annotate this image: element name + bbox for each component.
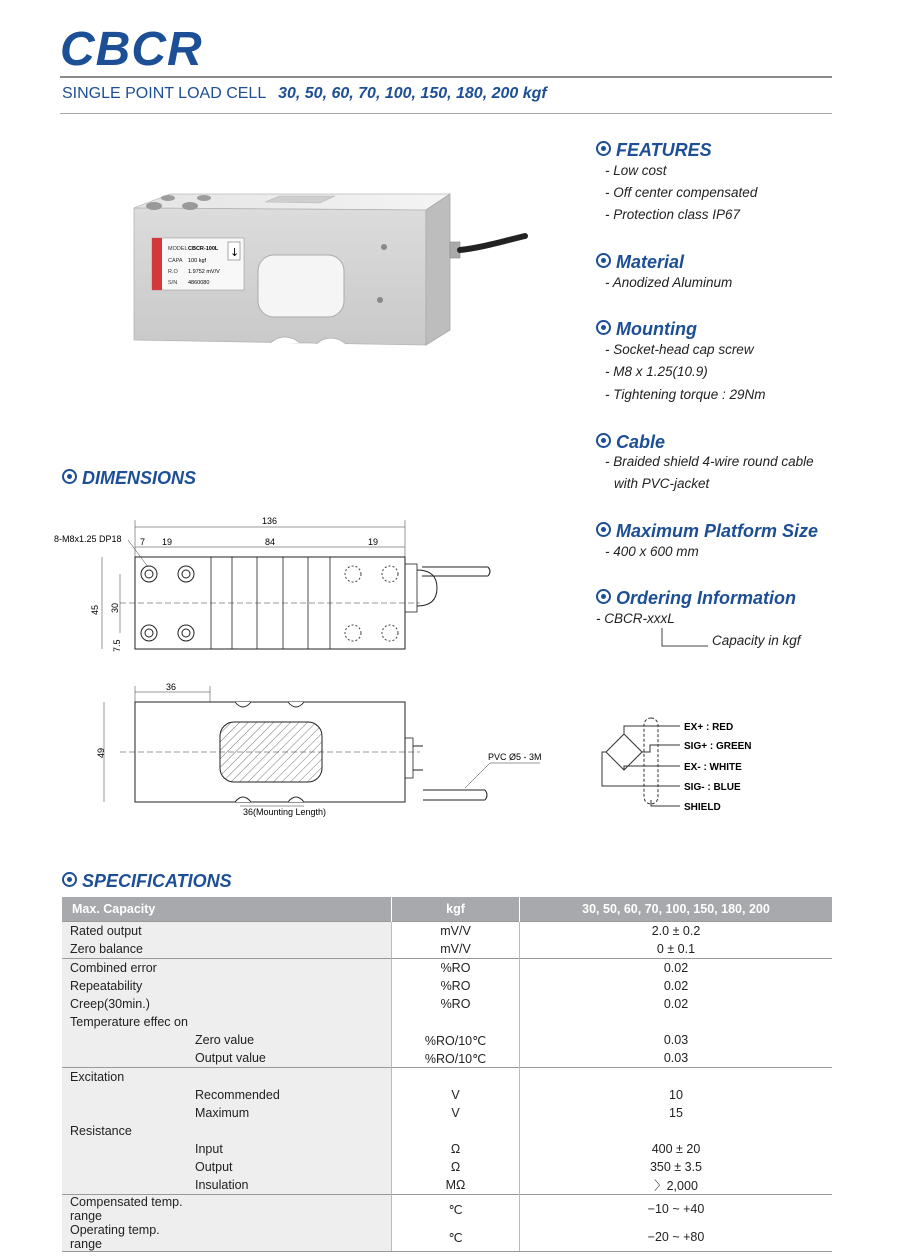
table-cell: Output value — [195, 1049, 392, 1068]
features-heading — [596, 140, 712, 161]
side-view-drawing — [80, 678, 550, 828]
ordering-code: - CBCR-xxxL — [596, 611, 675, 626]
table-cell — [62, 1086, 195, 1104]
table-row — [62, 922, 832, 941]
material-item: - Anodized Aluminum — [605, 275, 733, 290]
table-cell — [62, 1049, 195, 1068]
table-cell: 400 ± 20 — [651, 1142, 701, 1156]
dim-19b: 19 — [368, 537, 379, 547]
table-cell: Ω — [392, 1140, 520, 1158]
ordering-leader-line — [660, 626, 710, 650]
table-cell: Rated output — [62, 922, 195, 941]
cable-item: - Braided shield 4-wire round cable — [605, 454, 814, 469]
top-view-drawing — [50, 512, 510, 662]
table-cell — [520, 1122, 833, 1140]
table-row — [62, 1013, 832, 1031]
table-cell: Resistance — [62, 1122, 195, 1140]
table-row — [62, 1031, 832, 1049]
table-cell — [195, 977, 392, 995]
ordering-heading — [596, 588, 796, 609]
svg-text:MODEL: MODEL — [168, 246, 188, 252]
table-cell — [392, 1013, 520, 1031]
wire-shield: SHIELD — [684, 802, 721, 813]
feature-item: - Off center compensated — [605, 185, 758, 200]
table-body — [62, 922, 832, 1252]
page-title: CBCR — [60, 23, 203, 76]
table-cell: 15 — [669, 1106, 683, 1120]
table-header-values: 30, 50, 60, 70, 100, 150, 180, 200 — [520, 897, 833, 922]
table-cell: Ω — [392, 1158, 520, 1176]
table-cell: Recommended — [195, 1086, 392, 1104]
table-row — [62, 1049, 832, 1068]
table-cell — [62, 1176, 195, 1195]
svg-text:R.O: R.O — [168, 269, 178, 275]
table-cell: %RO — [392, 995, 520, 1013]
mounting-item: - Socket-head cap screw — [605, 342, 754, 357]
page-subtitle — [62, 85, 547, 103]
feature-item: - Protection class IP67 — [605, 207, 741, 222]
dim-19a: 19 — [162, 537, 173, 547]
table-cell: %RO — [392, 959, 520, 978]
mounting-title: Mounting — [616, 319, 697, 339]
table-cell: Excitation — [62, 1068, 195, 1087]
cable-heading — [596, 432, 665, 453]
load-cell-photo — [130, 190, 530, 360]
specifications-title: SPECIFICATIONS — [82, 871, 232, 891]
cable-title: Cable — [616, 432, 666, 452]
table-cell — [62, 1104, 195, 1122]
header-divider — [60, 76, 832, 78]
table-cell: 0.03 — [663, 1033, 689, 1047]
svg-text:↓: ↓ — [230, 246, 240, 259]
table-row — [62, 940, 832, 959]
wiring-diagram — [594, 710, 774, 820]
wire-ex-plus: EX+ : RED — [684, 722, 734, 733]
table-cell: 350 ± 3.5 — [649, 1160, 703, 1174]
table-cell: Repeatability — [62, 977, 195, 995]
specifications-table — [62, 897, 832, 1252]
subtitle-prefix: SINGLE POINT LOAD CELL — [62, 85, 266, 102]
platform-title: Maximum Platform Size — [616, 521, 819, 541]
table-cell — [195, 1195, 392, 1224]
table-cell: Temperature effec on — [62, 1013, 195, 1031]
table-row — [62, 977, 832, 995]
table-cell: 0.02 — [663, 997, 689, 1011]
bullet-icon — [596, 253, 611, 268]
table-cell: 0 ± 0.1 — [656, 942, 696, 956]
table-header-unit: kgf — [392, 897, 520, 922]
subtitle-capacities: 30, 50, 60, 70, 100, 150, 180, 200 kgf — [278, 85, 547, 102]
mounting-heading — [596, 319, 697, 340]
table-cell: ℃ — [392, 1195, 520, 1224]
table-header-capacity: Max. Capacity — [62, 897, 392, 922]
dim-cable: PVC Ø5 - 3M — [488, 752, 542, 762]
table-cell: Maximum — [195, 1104, 392, 1122]
table-cell: Creep(30min.) — [62, 995, 195, 1013]
table-cell — [520, 1013, 833, 1031]
wire-sig-plus: SIG+ : GREEN — [684, 741, 752, 752]
table-cell: 0.02 — [663, 979, 689, 993]
material-title: Material — [616, 252, 685, 272]
mounting-item: - Tightening torque : 29Nm — [605, 387, 766, 402]
table-cell — [195, 1122, 392, 1140]
table-cell: %RO — [392, 977, 520, 995]
table-cell — [195, 995, 392, 1013]
table-cell: −20 ~ +80 — [520, 1223, 833, 1252]
table-cell: %RO/10℃ — [392, 1049, 520, 1068]
table-cell: Operating temp. range — [62, 1223, 195, 1252]
svg-text:S/N: S/N — [168, 280, 178, 286]
bullet-icon — [62, 469, 77, 484]
mounting-item: - M8 x 1.25(10.9) — [605, 364, 708, 379]
table-cell — [195, 1223, 392, 1252]
table-row — [62, 1104, 832, 1122]
table-cell: Insulation — [195, 1176, 392, 1195]
dimensions-title: DIMENSIONS — [82, 468, 197, 488]
table-cell — [195, 959, 392, 978]
dim-36: 36 — [166, 682, 177, 692]
bullet-icon — [596, 141, 611, 156]
table-cell: 0.02 — [520, 959, 833, 978]
table-cell: mV/V — [392, 940, 520, 959]
platform-heading — [596, 521, 818, 542]
table-row — [62, 1195, 832, 1224]
dim-7: 7 — [140, 537, 146, 547]
table-cell: Zero balance — [62, 940, 195, 959]
dim-7-5: 7.5 — [112, 639, 122, 652]
table-cell — [62, 1140, 195, 1158]
ordering-note: Capacity in kgf — [712, 633, 801, 648]
table-cell: %RO/10℃ — [392, 1031, 520, 1049]
table-cell — [195, 940, 392, 959]
photo-label-cap: 100 kgf — [188, 258, 207, 264]
dim-45: 45 — [90, 604, 100, 615]
svg-text:CAPA: CAPA — [168, 258, 183, 264]
cable-item: with PVC-jacket — [614, 476, 710, 491]
bullet-icon — [596, 589, 611, 604]
wire-sig-minus: SIG- : BLUE — [684, 782, 741, 793]
table-cell: 〉2,000 — [654, 1179, 698, 1193]
table-row — [62, 959, 832, 978]
table-row — [62, 1158, 832, 1176]
table-cell: 2.0 ± 0.2 — [520, 922, 833, 941]
table-row — [62, 1223, 832, 1252]
table-cell: 0.03 — [663, 1051, 689, 1065]
table-row — [62, 995, 832, 1013]
table-cell: 10 — [669, 1088, 683, 1102]
table-cell: V — [392, 1086, 520, 1104]
table-cell — [62, 1031, 195, 1049]
features-title: FEATURES — [616, 140, 712, 160]
table-cell: Compensated temp. range — [62, 1195, 195, 1224]
table-cell: −10 ~ +40 — [520, 1195, 833, 1224]
table-cell: ℃ — [392, 1223, 520, 1252]
bullet-icon — [62, 872, 77, 887]
dim-136: 136 — [262, 516, 278, 526]
dimensions-heading — [62, 468, 196, 489]
table-row — [62, 1068, 832, 1087]
specifications-heading — [62, 871, 232, 892]
photo-label-out: 1.9752 mV/V — [188, 269, 220, 275]
photo-label-sn: 4860080 — [188, 280, 210, 286]
table-cell: MΩ — [392, 1176, 520, 1195]
bullet-icon — [596, 522, 611, 537]
platform-item: - 400 x 600 mm — [605, 544, 699, 559]
table-row — [62, 1140, 832, 1158]
table-row — [62, 1176, 832, 1195]
table-cell — [392, 1122, 520, 1140]
bullet-icon — [596, 320, 611, 335]
wire-ex-minus: EX- : WHITE — [684, 762, 742, 773]
dim-30: 30 — [110, 602, 120, 613]
table-cell: V — [392, 1104, 520, 1122]
table-cell: Output — [195, 1158, 392, 1176]
table-cell — [195, 1013, 392, 1031]
ordering-title: Ordering Information — [616, 588, 796, 608]
dim-49: 49 — [96, 747, 106, 758]
table-cell: Input — [195, 1140, 392, 1158]
subtitle-divider — [60, 113, 832, 114]
table-cell: Zero value — [195, 1031, 392, 1049]
dim-84: 84 — [265, 537, 276, 547]
photo-label-model: CBCR-100L — [188, 246, 219, 252]
table-row — [62, 1122, 832, 1140]
table-row — [62, 1086, 832, 1104]
table-cell — [392, 1068, 520, 1087]
hole-note: 8-M8x1.25 DP18 — [54, 534, 122, 544]
table-cell — [195, 922, 392, 941]
feature-item: - Low cost — [605, 163, 667, 178]
table-header-row — [62, 897, 832, 922]
table-cell: mV/V — [392, 922, 520, 941]
bullet-icon — [596, 433, 611, 448]
material-heading — [596, 252, 684, 273]
table-cell: Combined error — [62, 959, 195, 978]
table-cell — [520, 1068, 833, 1087]
table-cell — [195, 1068, 392, 1087]
dim-mount: 36(Mounting Length) — [243, 807, 327, 817]
table-cell — [62, 1158, 195, 1176]
